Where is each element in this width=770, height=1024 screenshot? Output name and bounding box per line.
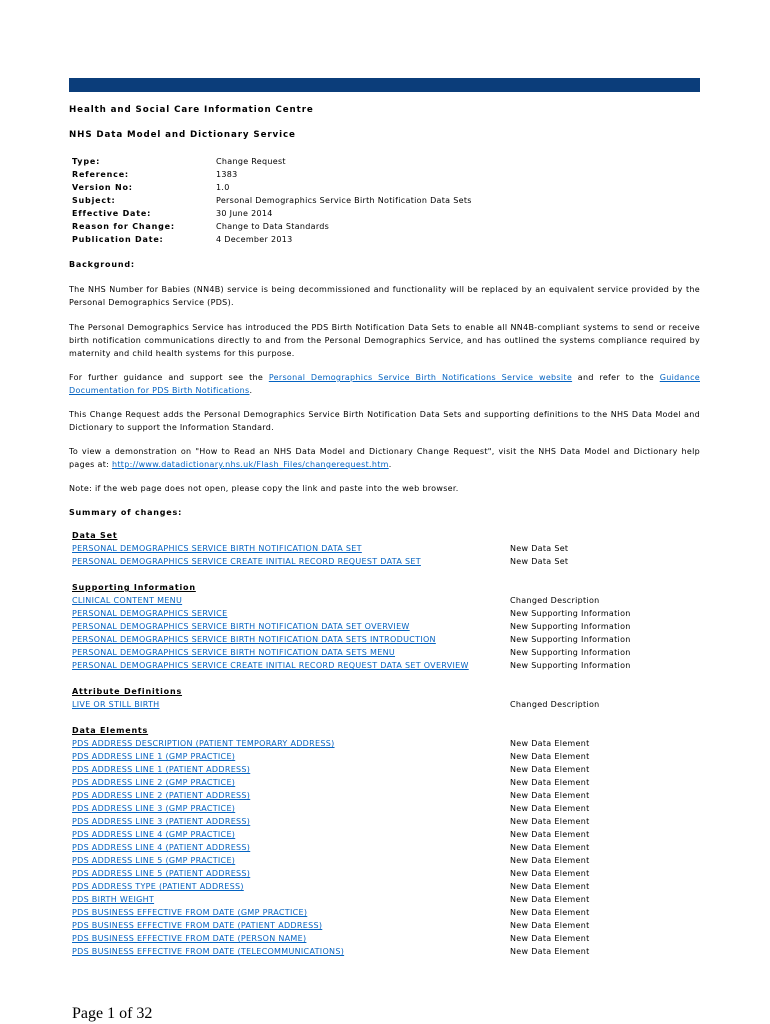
meta-value: Change Request	[216, 157, 286, 166]
list-item	[72, 659, 702, 672]
change-item-link[interactable]: PDS ADDRESS LINE 1 (GMP PRACTICE)	[72, 752, 236, 761]
list-item	[72, 841, 702, 854]
list-item	[72, 633, 702, 646]
change-status: Changed Description	[510, 596, 600, 605]
change-status: New Supporting Information	[510, 609, 631, 618]
list-item	[72, 737, 702, 750]
change-status: New Data Element	[510, 856, 590, 865]
list-item	[72, 854, 702, 867]
list-item	[72, 828, 702, 841]
pds-birth-notifications-link[interactable]: Personal Demographics Service Birth Notifications Service website	[268, 373, 573, 382]
change-item-link[interactable]: PDS ADDRESS LINE 4 (GMP PRACTICE)	[72, 830, 236, 839]
attribute-definitions-group	[72, 685, 702, 711]
change-item-link[interactable]: PERSONAL DEMOGRAPHICS SERVICE BIRTH NOTIFICATION DATA SETS INTRODUCTION	[72, 635, 436, 644]
org-title: Health and Social Care Information Centre	[69, 105, 314, 115]
change-item-link[interactable]: PDS ADDRESS LINE 4 (PATIENT ADDRESS)	[72, 843, 251, 852]
change-item-link[interactable]: PERSONAL DEMOGRAPHICS SERVICE CREATE INITIAL RECORD REQUEST DATA SET OVERVIEW	[72, 661, 469, 670]
metadata-table	[72, 155, 472, 246]
data-set-group	[72, 529, 702, 568]
meta-label: Reason for Change:	[72, 222, 175, 231]
change-status: New Data Element	[510, 804, 590, 813]
change-status: New Data Element	[510, 765, 590, 774]
meta-row-reference	[72, 168, 472, 181]
list-item	[72, 932, 702, 945]
change-status: New Data Element	[510, 817, 590, 826]
meta-value: Personal Demographics Service Birth Notification Data Sets	[216, 196, 472, 205]
summary-heading: Summary of changes:	[69, 508, 183, 517]
change-status: New Data Element	[510, 895, 590, 904]
change-item-link[interactable]: PERSONAL DEMOGRAPHICS SERVICE BIRTH NOTIFICATION DATA SET	[72, 544, 362, 553]
change-status: New Data Element	[510, 869, 590, 878]
change-item-link[interactable]: PDS ADDRESS LINE 3 (PATIENT ADDRESS)	[72, 817, 251, 826]
meta-value: 30 June 2014	[216, 209, 273, 218]
change-item-link[interactable]: PERSONAL DEMOGRAPHICS SERVICE CREATE INITIAL RECORD REQUEST DATA SET	[72, 557, 421, 566]
data-elements-group	[72, 724, 702, 958]
change-item-link[interactable]: PDS BIRTH WEIGHT	[72, 895, 155, 904]
meta-label: Publication Date:	[72, 235, 164, 244]
list-item	[72, 620, 702, 633]
list-item	[72, 945, 702, 958]
group-title: Data Set	[72, 531, 118, 540]
change-status: New Data Set	[510, 557, 569, 566]
meta-label: Type:	[72, 157, 101, 166]
background-paragraph-4: This Change Request adds the Personal Demographics Service Birth Notification Data Sets and supporting definitions to the NHS Data Model and Dictionary to support the Information Standard.	[69, 410, 700, 432]
change-item-link[interactable]: PERSONAL DEMOGRAPHICS SERVICE BIRTH NOTIFICATION DATA SETS MENU	[72, 648, 396, 657]
background-paragraph-6: Note: if the web page does not open, please copy the link and paste into the web browser.	[69, 484, 459, 493]
change-item-link[interactable]: PDS ADDRESS LINE 2 (PATIENT ADDRESS)	[72, 791, 251, 800]
change-item-link[interactable]: PDS ADDRESS DESCRIPTION (PATIENT TEMPORARY ADDRESS)	[72, 739, 335, 748]
change-item-link[interactable]: PDS BUSINESS EFFECTIVE FROM DATE (PATIENT ADDRESS)	[72, 921, 323, 930]
list-item	[72, 555, 702, 568]
meta-label: Subject:	[72, 196, 116, 205]
paragraph-text: and refer to the	[572, 373, 660, 382]
change-status: New Supporting Information	[510, 635, 631, 644]
change-item-link[interactable]: PDS ADDRESS TYPE (PATIENT ADDRESS)	[72, 882, 244, 891]
list-item	[72, 763, 702, 776]
change-status: New Data Element	[510, 830, 590, 839]
change-status: New Data Element	[510, 908, 590, 917]
change-status: New Data Element	[510, 791, 590, 800]
list-item	[72, 880, 702, 893]
background-heading: Background:	[69, 260, 135, 269]
change-status: New Data Element	[510, 843, 590, 852]
list-item	[72, 906, 702, 919]
background-paragraph-3	[69, 371, 700, 397]
change-status: New Data Element	[510, 882, 590, 891]
meta-row-version	[72, 181, 472, 194]
change-item-link[interactable]: PDS ADDRESS LINE 5 (PATIENT ADDRESS)	[72, 869, 251, 878]
list-item	[72, 607, 702, 620]
change-item-link[interactable]: LIVE OR STILL BIRTH	[72, 700, 160, 709]
change-item-link[interactable]: PERSONAL DEMOGRAPHICS SERVICE BIRTH NOTIFICATION DATA SET OVERVIEW	[72, 622, 410, 631]
group-title: Data Elements	[72, 726, 149, 735]
list-item	[72, 919, 702, 932]
change-item-link[interactable]: CLINICAL CONTENT MENU	[72, 596, 183, 605]
change-item-link[interactable]: PDS BUSINESS EFFECTIVE FROM DATE (TELECOMMUNICATIONS)	[72, 947, 345, 956]
change-status: New Supporting Information	[510, 661, 631, 670]
meta-value: 1383	[216, 170, 238, 179]
background-paragraph-1: The NHS Number for Babies (NN4B) service is being decommissioned and functionality will be replaced by an equivalent service provided by the Personal Demographics Service (PDS).	[69, 285, 700, 307]
background-paragraph-2: The Personal Demographics Service has introduced the PDS Birth Notification Data Sets to enable all NN4B-compliant systems to send or receive birth notification communications directly to and from the Personal Demographics Service, and has outlined the systems compliance required by maternity and child health systems for this purpose.	[69, 323, 700, 358]
list-item	[72, 542, 702, 555]
change-item-link[interactable]: PDS ADDRESS LINE 3 (GMP PRACTICE)	[72, 804, 236, 813]
header-banner	[69, 78, 700, 92]
change-status: New Supporting Information	[510, 648, 631, 657]
group-title: Supporting Information	[72, 583, 196, 592]
list-item	[72, 893, 702, 906]
list-item	[72, 815, 702, 828]
change-item-link[interactable]: PDS ADDRESS LINE 2 (GMP PRACTICE)	[72, 778, 236, 787]
list-item	[72, 594, 702, 607]
change-status: New Data Element	[510, 934, 590, 943]
list-item	[72, 802, 702, 815]
list-item	[72, 750, 702, 763]
meta-value: 4 December 2013	[216, 235, 293, 244]
meta-value: Change to Data Standards	[216, 222, 330, 231]
supporting-information-group	[72, 581, 702, 672]
paragraph-text: For further guidance and support see the	[69, 373, 269, 382]
change-item-link[interactable]: PDS BUSINESS EFFECTIVE FROM DATE (PERSON NAME)	[72, 934, 307, 943]
meta-row-publication-date	[72, 233, 472, 246]
meta-value: 1.0	[216, 183, 230, 192]
change-status: New Data Set	[510, 544, 569, 553]
service-title: NHS Data Model and Dictionary Service	[69, 130, 296, 140]
change-status: Changed Description	[510, 700, 600, 709]
change-status: New Data Element	[510, 739, 590, 748]
meta-label: Reference:	[72, 170, 129, 179]
paragraph-text: .	[388, 460, 392, 469]
page-number: Page 1 of 32	[72, 1005, 153, 1022]
list-item	[72, 646, 702, 659]
change-status: New Data Element	[510, 921, 590, 930]
meta-label: Effective Date:	[72, 209, 152, 218]
change-status: New Data Element	[510, 947, 590, 956]
change-item-link[interactable]: PDS ADDRESS LINE 1 (PATIENT ADDRESS)	[72, 765, 251, 774]
change-status: New Data Element	[510, 778, 590, 787]
paragraph-text: .	[249, 386, 253, 395]
list-item	[72, 776, 702, 789]
change-item-link[interactable]: PDS ADDRESS LINE 5 (GMP PRACTICE)	[72, 856, 236, 865]
change-item-link[interactable]: PERSONAL DEMOGRAPHICS SERVICE	[72, 609, 228, 618]
guidance-documentation-link[interactable]: Guidance Documentation for PDS Birth Notifications	[69, 373, 700, 395]
list-item	[72, 789, 702, 802]
list-item	[72, 867, 702, 880]
change-status: New Data Element	[510, 752, 590, 761]
meta-row-effective-date	[72, 207, 472, 220]
meta-label: Version No:	[72, 183, 133, 192]
meta-row-subject	[72, 194, 472, 207]
change-status: New Supporting Information	[510, 622, 631, 631]
group-title: Attribute Definitions	[72, 687, 183, 696]
change-item-link[interactable]: PDS BUSINESS EFFECTIVE FROM DATE (GMP PRACTICE)	[72, 908, 308, 917]
list-item	[72, 698, 702, 711]
meta-row-reason	[72, 220, 472, 233]
changerequest-help-link[interactable]: http://www.datadictionary.nhs.uk/Flash_Files/changerequest.htm	[111, 460, 389, 469]
meta-row-type	[72, 155, 472, 168]
background-paragraph-5	[69, 445, 700, 471]
paragraph-text: To view a demonstration on "How to Read an NHS Data Model and Dictionary Change Request", visit the NHS Data Model and Dictionary help pages at:	[69, 447, 700, 469]
